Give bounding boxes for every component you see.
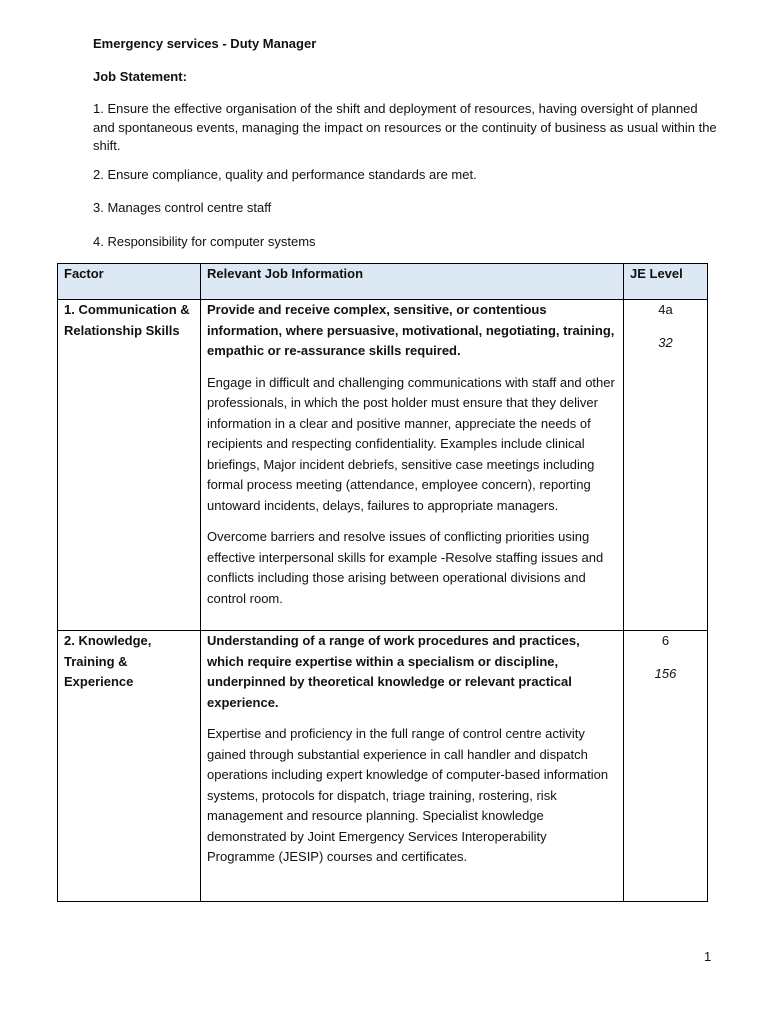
table-row — [58, 300, 708, 631]
statement-2: 2. Ensure compliance, quality and performance standards are met. — [93, 167, 477, 182]
factor-cell: 2. Knowledge, Training & Experience — [58, 631, 201, 902]
je-level-value: 4a — [658, 302, 673, 317]
job-statement-heading: Job Statement: — [93, 69, 187, 84]
table-row — [58, 631, 708, 902]
table-header-row — [58, 264, 708, 300]
job-information-cell — [201, 631, 624, 902]
je-level-cell — [624, 631, 708, 902]
statement-4: 4. Responsibility for computer systems — [93, 234, 316, 249]
je-score-value: 32 — [658, 335, 673, 350]
header-factor: Factor — [58, 264, 201, 300]
je-level-cell — [624, 300, 708, 631]
statement-1: 1. Ensure the effective organisation of the shift and deployment of resources, having oversight of planned and spontaneous events, managing the impact on resources or the continuity of business as usual within the shift. — [93, 101, 717, 153]
je-score-value: 156 — [654, 666, 677, 681]
detail-paragraph: Engage in difficult and challenging communications with staff and other professionals, in which the post holder must ensure that they deliver information in a clear and positive manner, appreciate the needs of recipients and respecting confidentiality. Examples include clinical briefings, Major incident debriefs, sensitive case meetings including formal process meeting (attendance, employee concern), reporting untoward incidents, delays, failures to appropriate managers. — [207, 374, 615, 513]
factor-cell: 1. Communication & Relationship Skills — [58, 300, 201, 631]
je-level-value: 6 — [661, 633, 670, 648]
page-number: 1 — [704, 949, 712, 964]
statement-3: 3. Manages control centre staff — [93, 200, 272, 215]
job-evaluation-table — [57, 263, 708, 902]
detail-paragraph: Overcome barriers and resolve issues of conflicting priorities using effective interpersonal skills for example -Resolve staffing issues and conflicts including those arising between operational divisions and control room. — [207, 529, 604, 606]
summary-text: Understanding of a range of work procedures and practices, which require expertise within a specialism or discipline, underpinned by theoretical knowledge or relevant practical experience. — [207, 633, 580, 710]
document-title: Emergency services - Duty Manager — [93, 36, 317, 51]
detail-paragraph: Expertise and proficiency in the full range of control centre activity gained through substantial experience in call handler and dispatch operations including expert knowledge of computer-based information systems, protocols for dispatch, triage training, rostering, risk management and resource planning. Specialist knowledge demonstrated by Joint Emergency Services Interoperability Programme (JESIP) courses and certificates. — [207, 726, 609, 864]
header-relevant-job-information: Relevant Job Information — [201, 264, 624, 300]
job-information-cell — [201, 300, 624, 631]
header-je-level: JE Level — [624, 264, 708, 300]
summary-text: Provide and receive complex, sensitive, or contentious information, where persuasive, motivational, negotiating, training, empathic or re-assurance skills required. — [207, 302, 615, 358]
